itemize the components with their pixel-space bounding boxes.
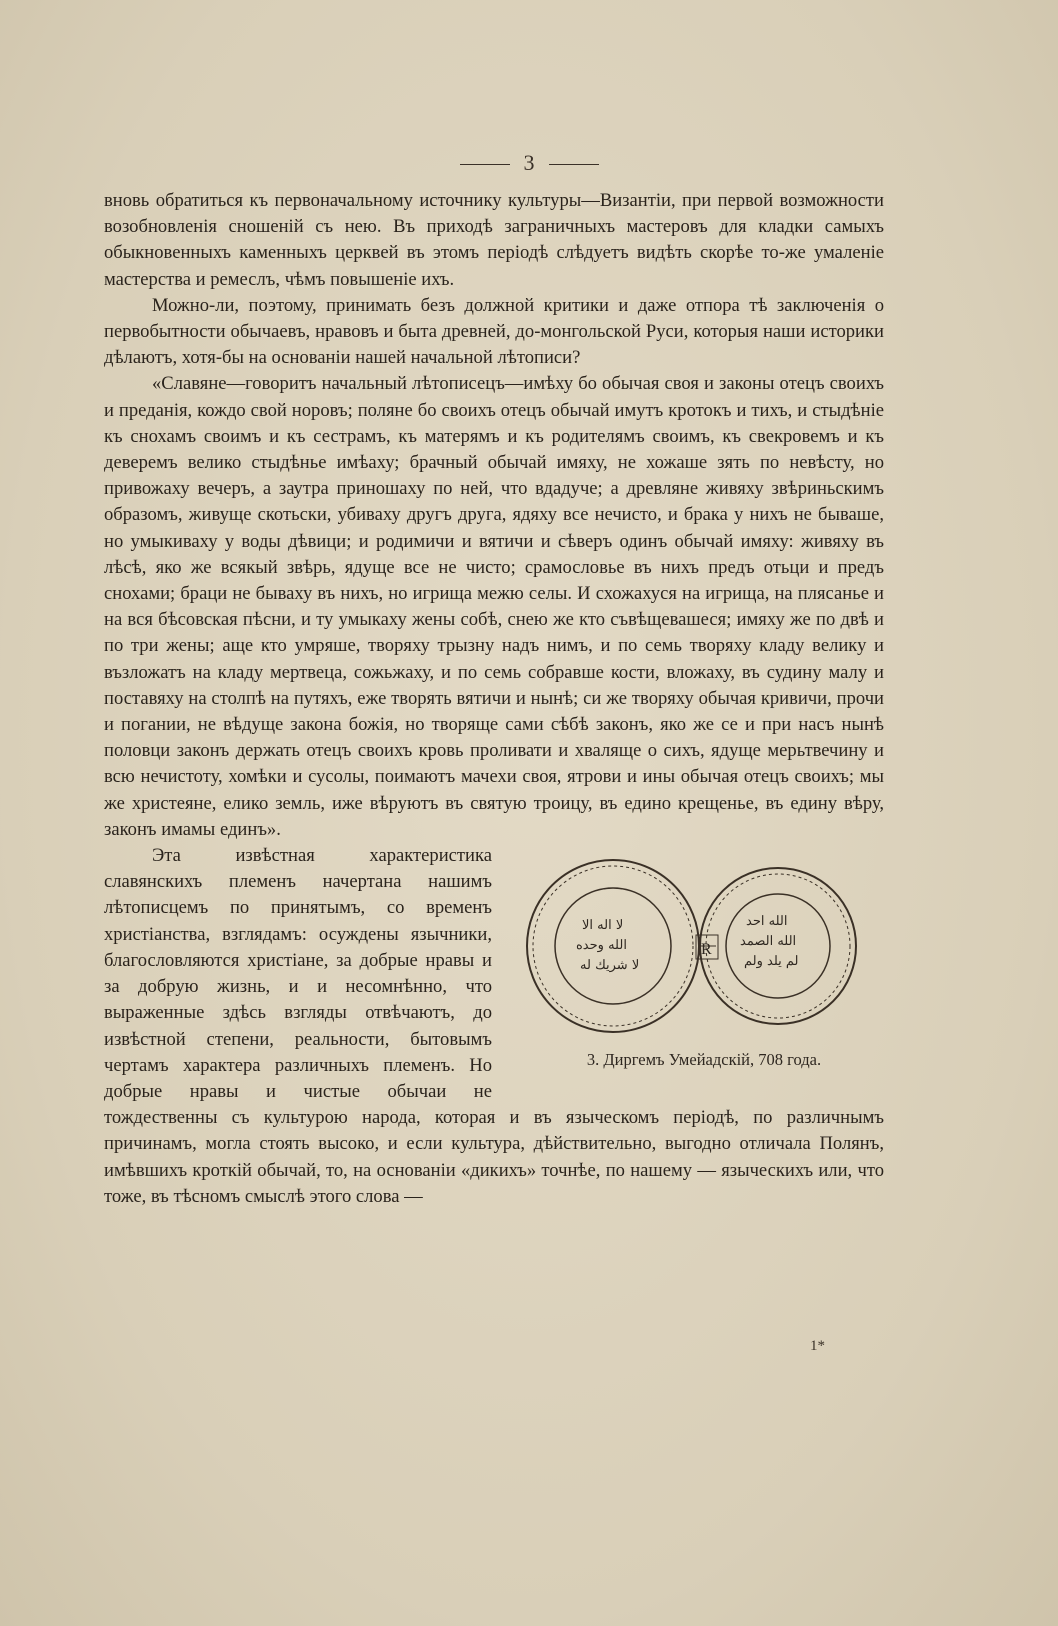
body-text — [104, 188, 884, 1210]
svg-text:ﻻ ﺷﺮﻳﻚ ﻟﻪ: ﻻ ﺷﺮﻳﻚ ﻟﻪ — [580, 958, 640, 974]
paragraph-2: Можно-ли, поэтому, принимать безъ должной критики и даже отпора тѣ заключенія о первобытности обычаевъ, нравовъ и быта древней, до-монгольской Руси, которыя наши историки дѣлаютъ, хотя-бы на основаніи нашей начальной лѣтописи? — [104, 294, 884, 369]
svg-text:ﺍﻟﻠﻪ ﻭﺣﺪﻩ: ﺍﻟﻠﻪ ﻭﺣﺪﻩ — [576, 938, 627, 954]
page-number — [0, 150, 1058, 176]
signature-mark: 1* — [810, 1338, 825, 1354]
folio-rule-right — [549, 164, 599, 165]
svg-text:ﺍﻟﻠﻪ ﺍﺣﺪ: ﺍﻟﻠﻪ ﺍﺣﺪ — [746, 914, 788, 930]
coin-link-letter: R — [701, 941, 712, 959]
paragraph-1: вновь обратиться къ первоначальному источнику культуры—Византіи, при первой возможности возобновленія сношеній съ нею. Въ приходѣ заграничныхъ мастеровъ для кладки самыхъ обыкновенныхъ каменныхъ церквей въ этомъ періодѣ слѣдуетъ видѣть скорѣе то-же умаленіе мастерства и ремеслъ, чѣмъ повышеніе ихъ. — [104, 190, 884, 290]
paragraph-4: Эта извѣстная характеристика славянскихъ племенъ начертана нашимъ лѣтописцемъ по принятымъ, со временъ христіанства, взглядамъ: осуждены язычники, благословляются христіане, за добрые нравы и за добрую жизнь, и и несомнѣнно, что выраженные здѣсь взгляды отвѣчаютъ, до извѣстной степени, реальности, бытовымъ чертамъ характера различныхъ племенъ. Но добрые нравы и чистые обычаи не тождественны съ культурою народа, которая и въ языческомъ періодѣ, по различнымъ причинамъ, могла стоять высоко, и если культура, дѣйствительно, выгодно отличала Полянъ, имѣвшихъ кроткій обычай, то, на основаніи «дикихъ» точнѣе, по нашему — языческихъ или, что тоже, въ тѣсномъ смыслѣ этого слова — — [104, 845, 884, 1207]
svg-text:ﻻ ﺍﻟﻪ ﺍﻻ: ﻻ ﺍﻟﻪ ﺍﻻ — [582, 918, 624, 934]
dirham-coins-illustration — [518, 851, 858, 1041]
page-number-text: 3 — [523, 150, 535, 175]
svg-text:ﻟﻢ ﻳﻠﺪ ﻭﻟﻢ: ﻟﻢ ﻳﻠﺪ ﻭﻟﻢ — [744, 954, 799, 970]
svg-text:ﺍﻟﻠﻪ ﺍﻟﺼﻤﺪ: ﺍﻟﻠﻪ ﺍﻟﺼﻤﺪ — [740, 934, 797, 950]
coin-figure — [504, 851, 884, 1089]
paragraph-3: «Славяне—говоритъ начальный лѣтописецъ—имѣху бо обычая своя и законы отецъ своихъ и преданія, кождо свой норовъ; поляне бо своихъ отецъ обычай имутъ кротокъ и тихъ, и стыдѣніе къ снохамъ своимъ и къ сестрамъ, къ матерямъ и къ родителямъ своимъ, къ свекровемъ и къ деверемъ велико стыдѣнье имѣаху; брачный обычай имяху, не хожаше зять по невѣсту, но привожаху вечеръ, а заутра приношаху по ней, что вдадуче; а древляне живяху звѣриньскимъ образомъ, живуще скотьски, убиваху другъ друга, ядяху все нечисто, и брака у нихъ не бываше, но умыкиваху у воды дѣвици; и родимичи и вятичи и сѣверъ одинъ обычай имяху: живяху въ лѣсѣ, яко же всякый звѣрь, ядуще все не чисто; срамословье въ нихъ предъ отьци и предъ снохами; браци не бываху въ нихъ, но игрища межю селы. И схожахуся на игрища, на плясанье и на вся бѣсовская пѣсни, и ту умыкаху жены собѣ, снею же кто съвѣщевашеся; имяху же по двѣ и по три жены; аще кто умряше, творяху трызну надъ нимъ, и по семь творяху кладу велику и възложатъ на кладу мертвеца, сожьжаху, и по семь собравше кости, вложаху, въ судину малу и поставяху на столпѣ на путяхъ, еже творять вятичи и нынѣ; си же творяху обычая кривичи, прочи и погании, не вѣдуще закона божія, но творяще сами сѣбѣ законъ, яко же се и при насъ нынѣ половци законъ держать отецъ своихъ кровь проливати и хваляще о сихъ, ядуще мерьтвечину и всю нечистоту, хомѣки и сусолы, поимаютъ мачехи своя, ятрови и ины обычая отецъ своихъ; мы же христеяне, елико земль, иже вѣруютъ въ святую троицу, въ едино крещенье, въ едину вѣру, законъ имамы единъ». — [104, 373, 884, 840]
figure-caption: 3. Диргемъ Умейадскій, 708 года. — [586, 1050, 822, 1070]
folio-rule-left — [460, 164, 510, 165]
